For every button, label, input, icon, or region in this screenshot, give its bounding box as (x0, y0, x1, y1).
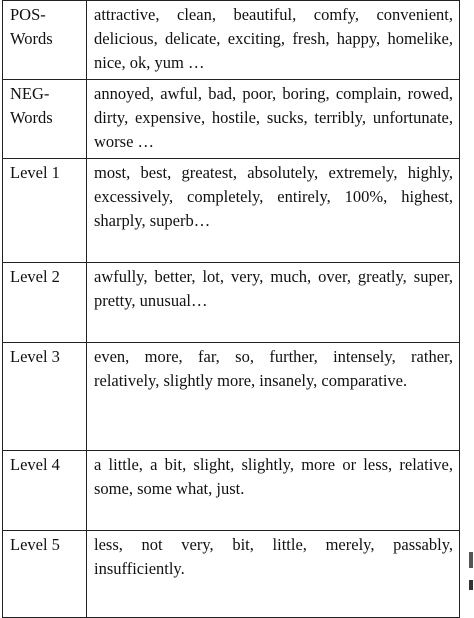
table-row-level-1 (3, 159, 460, 263)
row-words-neg: annoyed, awful, bad, poor, boring, complain, rowed, dirty, expensive, hostile, sucks, terribly, unfortunate, worse … (87, 80, 460, 159)
table-row-level-5 (3, 531, 460, 618)
row-label-pos-words-text: POS- Words (10, 5, 53, 48)
row-words-level-3: even, more, far, so, further, intensely, rather, relatively, slightly more, insanely, comparative. (87, 343, 460, 451)
sentiment-lexicon-table (2, 0, 460, 618)
page-edge-mark-lower (469, 580, 473, 590)
row-label-neg-words (3, 80, 87, 159)
row-label-level-4: Level 4 (3, 451, 87, 531)
table-row-level-3 (3, 343, 460, 451)
row-label-pos-words (3, 1, 87, 80)
row-words-level-4: a little, a bit, slight, slightly, more or less, relative, some, some what, just. (87, 451, 460, 531)
row-words-pos: attractive, clean, beautiful, comfy, convenient, delicious, delicate, exciting, fresh, happy, homelike, nice, ok, yum … (87, 1, 460, 80)
row-words-level-2: awfully, better, lot, very, much, over, greatly, super, pretty, unusual… (87, 263, 460, 343)
table-row-neg-words (3, 80, 460, 159)
row-label-level-3: Level 3 (3, 343, 87, 451)
table-row-level-2 (3, 263, 460, 343)
row-label-neg-words-text: NEG- Words (10, 84, 53, 127)
row-words-level-1: most, best, greatest, absolutely, extremely, highly, excessively, completely, entirely, 100%, highest, sharply, superb… (87, 159, 460, 263)
row-label-level-1: Level 1 (3, 159, 87, 263)
row-words-level-5: less, not very, bit, little, merely, passably, insufficiently. (87, 531, 460, 618)
page-edge-mark-upper (469, 552, 473, 568)
table-row-level-4 (3, 451, 460, 531)
table-row-pos-words (3, 1, 460, 80)
row-label-level-2: Level 2 (3, 263, 87, 343)
row-label-level-5: Level 5 (3, 531, 87, 618)
